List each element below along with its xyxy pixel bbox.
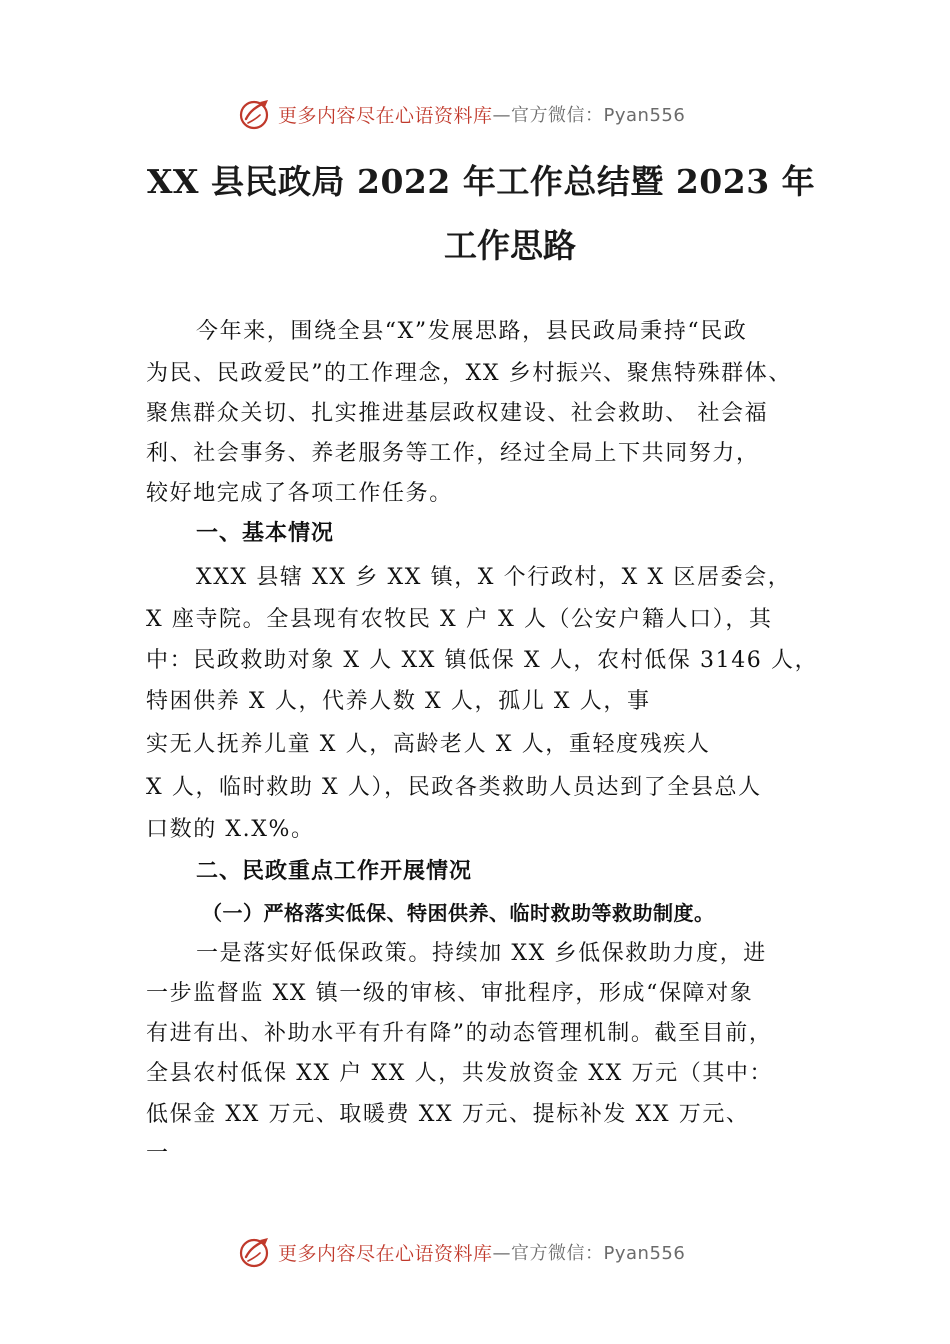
subsection1-line: 有进有出、补助水平有升有降”的动态管理机制。截至目前， — [146, 1021, 773, 1046]
intro-line: 为民、民政爱民”的工作理念，XX 乡村振兴、聚焦特殊群体、 — [146, 361, 792, 386]
footer-watermark — [238, 1234, 685, 1270]
section1-line: 口数的 X.X%。 — [146, 817, 315, 842]
watermark-contact-text: —官方微信：Pyan556 — [492, 1243, 686, 1264]
intro-line: 利、社会事务、养老服务等工作，经过全局上下共同努力， — [146, 441, 760, 466]
subsection1-line: 一 — [146, 1141, 170, 1166]
intro-line: 较好地完成了各项工作任务。 — [146, 481, 453, 506]
section1-heading: 一、基本情况 — [196, 521, 335, 546]
document-title-line2: 工作思路 — [444, 226, 576, 265]
section2-heading: 二、民政重点工作开展情况 — [196, 859, 473, 884]
pen-logo-icon — [238, 1235, 272, 1269]
subsection1-line: 全县农村低保 XX 户 XX 人，共发放资金 XX 万元（其中： — [146, 1061, 774, 1086]
watermark-brand-text: 更多内容尽在心语资料库 — [278, 1242, 493, 1265]
pen-logo-icon — [238, 97, 272, 131]
subsection1-line: 一是落实好低保政策。持续加 XX 乡低保救助力度，进 — [196, 941, 767, 966]
watermark-brand-text: 更多内容尽在心语资料库 — [278, 104, 493, 127]
subsection1-line: 一步监督监 XX 镇一级的审核、审批程序，形成“保障对象 — [146, 981, 754, 1006]
section1-line: 实无人抚养儿童 X 人，高龄老人 X 人，重轻度残疾人 — [146, 732, 711, 757]
document-title-line1: XX 县民政局 2022 年工作总结暨 2023 年 — [146, 162, 816, 201]
header-watermark — [238, 96, 685, 132]
section1-line: 特困供养 X 人，代养人数 X 人，孤儿 X 人，事 — [146, 689, 651, 714]
section1-line: X 人，临时救助 X 人），民政各类救助人员达到了全县总人 — [146, 775, 762, 800]
intro-line: 今年来，围绕全县“X”发展思路，县民政局秉持“民政 — [196, 319, 748, 344]
section1-line: 中：民政救助对象 X 人 XX 镇低保 X 人，农村低保 3146 人， — [146, 648, 819, 673]
subsection1-heading: （一）严格落实低保、特困供养、临时救助等救助制度。 — [202, 901, 715, 925]
intro-line: 聚焦群众关切、扎实推进基层政权建设、社会救助、 社会福 — [146, 401, 769, 426]
watermark-contact-text: —官方微信：Pyan556 — [492, 105, 686, 126]
subsection1-line: 低保金 XX 万元、取暖费 XX 万元、提标补发 XX 万元、 — [146, 1102, 750, 1127]
section1-line: XXX 县辖 XX 乡 XX 镇，X 个行政村，X X 区居委会， — [196, 565, 792, 590]
section1-line: X 座寺院。全县现有农牧民 X 户 X 人（公安户籍人口），其 — [146, 607, 773, 632]
